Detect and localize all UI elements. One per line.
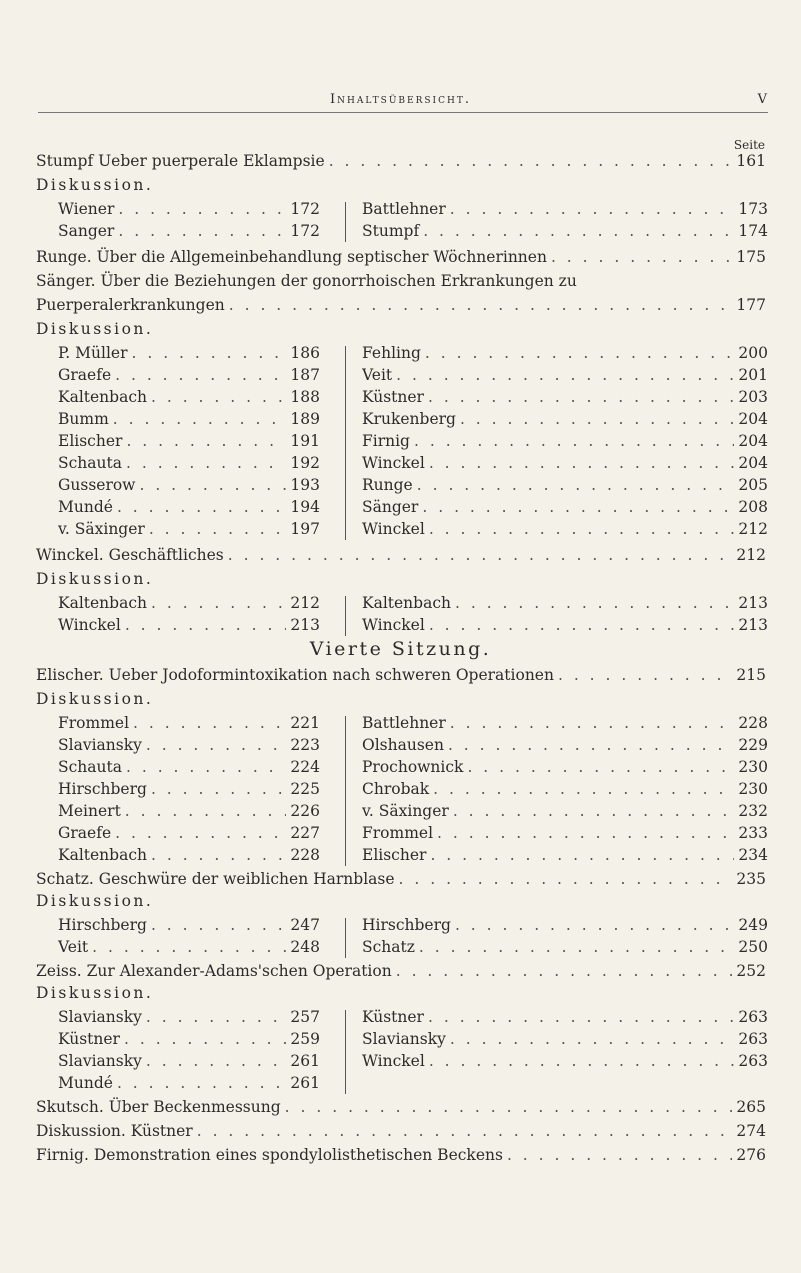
- running-header-title: Inhaltsübersicht.: [330, 92, 471, 107]
- page-ref: 249: [738, 916, 768, 934]
- leader-dots: [437, 822, 734, 844]
- discussion-entry: [362, 198, 768, 220]
- column-divider: [345, 596, 346, 636]
- speaker-name: v. Säxinger: [58, 520, 145, 538]
- leader-dots: [115, 822, 286, 844]
- page-ref: 250: [738, 938, 768, 956]
- leader-dots: [450, 198, 735, 220]
- page-ref: 204: [738, 410, 768, 428]
- speaker-name: Firnig: [362, 432, 410, 450]
- speaker-name: Slaviansky: [58, 1052, 142, 1070]
- leader-dots: [429, 614, 735, 636]
- discussion-entry: [362, 734, 768, 756]
- speaker-name: Gusserow: [58, 476, 136, 494]
- speaker-name: Winckel: [362, 454, 425, 472]
- discussion-entry: [58, 1006, 320, 1028]
- discussion-entry: [362, 936, 768, 958]
- discussion-entry: [58, 430, 320, 452]
- speaker-name: Küstner: [362, 388, 424, 406]
- leader-dots: [118, 198, 286, 220]
- page-ref: 193: [290, 476, 320, 494]
- page-ref: 213: [738, 616, 768, 634]
- page-ref: 234: [738, 846, 768, 864]
- leader-dots: [117, 496, 286, 518]
- page-ref: 173: [738, 200, 768, 218]
- leader-dots: [126, 430, 286, 452]
- speaker-name: Battlehner: [362, 200, 446, 218]
- discussion-entry: [362, 822, 768, 844]
- leader-dots: [430, 844, 734, 866]
- speaker-name: Hirschberg: [362, 916, 451, 934]
- page-ref: 227: [290, 824, 320, 842]
- leader-dots: [146, 1006, 287, 1028]
- speaker-name: Kaltenbach: [362, 594, 451, 612]
- page-ref: 187: [290, 366, 320, 384]
- page-ref: 233: [738, 824, 768, 842]
- discussion-entry: [362, 1028, 768, 1050]
- speaker-name: Slaviansky: [362, 1030, 446, 1048]
- discussion-entry: [362, 778, 768, 800]
- discussion-entry: [362, 342, 768, 364]
- discussion-entry: [362, 1006, 768, 1028]
- speaker-name: Graefe: [58, 824, 112, 842]
- leader-dots: [126, 452, 286, 474]
- leader-dots: [118, 220, 286, 242]
- speaker-name: Slaviansky: [58, 1008, 142, 1026]
- discussion-entry: [58, 822, 320, 844]
- page-ref: 189: [290, 410, 320, 428]
- discussion-entry: [58, 844, 320, 866]
- page-ref: 213: [290, 616, 320, 634]
- discussion-entry: [362, 1050, 768, 1072]
- toc-entry-line2: Puerperalerkrankungen . . . 177: [36, 294, 766, 316]
- speaker-name: Meinert: [58, 802, 121, 820]
- discussion-label: Diskussion.: [36, 570, 154, 588]
- page-ref: 248: [290, 938, 320, 956]
- discussion-entry: [362, 386, 768, 408]
- speaker-name: Wiener: [58, 200, 115, 218]
- leader-dots: [450, 712, 735, 734]
- speaker-name: Fehling: [362, 344, 421, 362]
- page-ref: 223: [290, 736, 320, 754]
- leader-dots: [149, 518, 287, 540]
- speaker-name: Runge: [362, 476, 413, 494]
- leader-dots: [428, 386, 734, 408]
- leader-dots: [126, 756, 286, 778]
- leader-dots: [460, 408, 734, 430]
- speaker-name: Winckel: [362, 520, 425, 538]
- discussion-label: Diskussion.: [36, 690, 154, 708]
- speaker-name: Mundé: [58, 1074, 113, 1092]
- page-ref: 192: [290, 454, 320, 472]
- discussion-entry: [58, 518, 320, 540]
- discussion-entry: [362, 712, 768, 734]
- column-divider: [345, 716, 346, 866]
- leader-dots: [133, 712, 286, 734]
- speaker-name: Mundé: [58, 498, 113, 516]
- discussion-entry: [362, 518, 768, 540]
- leader-dots: [448, 734, 734, 756]
- page-ref: 226: [290, 802, 320, 820]
- toc-entry: Schatz. Geschwüre der weiblichen Harnblase . . . 235: [36, 868, 766, 890]
- page-ref: 232: [738, 802, 768, 820]
- leader-dots: [115, 364, 286, 386]
- page-ref: 212: [738, 520, 768, 538]
- page-ref: 204: [738, 454, 768, 472]
- speaker-name: Veit: [58, 938, 89, 956]
- leader-dots: [423, 220, 734, 242]
- discussion-label: Diskussion.: [36, 320, 154, 338]
- discussion-label: Diskussion.: [36, 892, 154, 910]
- speaker-name: Frommel: [58, 714, 130, 732]
- page-ref: 230: [738, 780, 768, 798]
- discussion-entry: [58, 1072, 320, 1094]
- page-ref: 228: [738, 714, 768, 732]
- discussion-entry: [58, 914, 320, 936]
- toc-entry: Runge. Über die Allgemeinbehandlung septischer Wöchnerinnen . . . 175: [36, 246, 766, 268]
- leader-dots: [396, 364, 734, 386]
- leader-dots: [124, 1028, 286, 1050]
- discussion-entry: [362, 496, 768, 518]
- discussion-right-column: [362, 1006, 768, 1072]
- speaker-name: Hirschberg: [58, 780, 147, 798]
- discussion-entry: [58, 756, 320, 778]
- speaker-name: Schauta: [58, 454, 122, 472]
- discussion-left-column: [58, 712, 320, 866]
- discussion-entry: [362, 408, 768, 430]
- page-ref: 191: [290, 432, 320, 450]
- discussion-entry: [58, 712, 320, 734]
- header-rule: [38, 112, 768, 113]
- leader-dots: [455, 914, 734, 936]
- page-ref: 229: [738, 736, 768, 754]
- toc-entry: Winckel. Geschäftliches . . . 212: [36, 544, 766, 566]
- discussion-right-column: [362, 712, 768, 866]
- discussion-entry: [58, 936, 320, 958]
- speaker-name: Krukenberg: [362, 410, 456, 428]
- speaker-name: Veit: [362, 366, 393, 384]
- speaker-name: Elischer: [58, 432, 123, 450]
- leader-dots: [92, 936, 286, 958]
- speaker-name: v. Säxinger: [362, 802, 449, 820]
- speaker-name: Graefe: [58, 366, 112, 384]
- speaker-name: Kaltenbach: [58, 846, 147, 864]
- page-ref: 259: [290, 1030, 320, 1048]
- leader-dots: [433, 778, 734, 800]
- speaker-name: Kaltenbach: [58, 388, 147, 406]
- speaker-name: Battlehner: [362, 714, 446, 732]
- leader-dots: [151, 844, 286, 866]
- discussion-entry: [58, 592, 320, 614]
- discussion-right-column: [362, 198, 768, 242]
- discussion-label: Diskussion.: [36, 984, 154, 1002]
- discussion-entry: [362, 614, 768, 636]
- leader-dots: [132, 342, 287, 364]
- discussion-entry: [362, 452, 768, 474]
- leader-dots: [151, 914, 286, 936]
- toc-entry: Stumpf Ueber puerperale Eklampsie . . . 161: [36, 150, 766, 172]
- leader-dots: [419, 936, 734, 958]
- discussion-entry: [58, 800, 320, 822]
- discussion-entry: [58, 220, 320, 242]
- page-ref: 225: [290, 780, 320, 798]
- discussion-entry: [58, 474, 320, 496]
- discussion-label: Diskussion.: [36, 176, 154, 194]
- page-ref: 224: [290, 758, 320, 776]
- speaker-name: Prochownick: [362, 758, 464, 776]
- page-ref: 230: [738, 758, 768, 776]
- speaker-name: Olshausen: [362, 736, 444, 754]
- speaker-name: Küstner: [58, 1030, 120, 1048]
- page-ref: 188: [290, 388, 320, 406]
- page-ref: 200: [738, 344, 768, 362]
- discussion-entry: [58, 364, 320, 386]
- leader-dots: [450, 1028, 735, 1050]
- discussion-entry: [362, 756, 768, 778]
- page-ref: 263: [738, 1008, 768, 1026]
- discussion-entry: [58, 408, 320, 430]
- leader-dots: [125, 800, 287, 822]
- page-ref: 261: [290, 1052, 320, 1070]
- leader-dots: [429, 1050, 735, 1072]
- discussion-entry: [362, 474, 768, 496]
- page-ref: 212: [290, 594, 320, 612]
- discussion-entry: [58, 1028, 320, 1050]
- page-ref: 172: [290, 200, 320, 218]
- discussion-entry: [58, 198, 320, 220]
- page-ref: 228: [290, 846, 320, 864]
- speaker-name: Küstner: [362, 1008, 424, 1026]
- leader-dots: [113, 408, 287, 430]
- toc-entry-line1: Sänger. Über die Beziehungen der gonorrhoischen Erkrankungen zu: [36, 272, 577, 290]
- page-ref: 186: [290, 344, 320, 362]
- discussion-entry: [362, 220, 768, 242]
- discussion-left-column: [58, 914, 320, 958]
- speaker-name: Schauta: [58, 758, 122, 776]
- discussion-entry: [362, 914, 768, 936]
- page-ref: 221: [290, 714, 320, 732]
- discussion-left-column: [58, 342, 320, 540]
- leader-dots: [125, 614, 287, 636]
- leader-dots: [455, 592, 734, 614]
- page-ref: 213: [738, 594, 768, 612]
- leader-dots: [151, 592, 286, 614]
- page-ref: 194: [290, 498, 320, 516]
- toc-entry: Skutsch. Über Beckenmessung . . . 265: [36, 1096, 766, 1118]
- leader-dots: [151, 386, 286, 408]
- page-number: V: [757, 92, 767, 107]
- leader-dots: [151, 778, 286, 800]
- speaker-name: Frommel: [362, 824, 434, 842]
- discussion-entry: [58, 1050, 320, 1072]
- speaker-name: Winckel: [362, 1052, 425, 1070]
- leader-dots: [146, 1050, 287, 1072]
- leader-dots: [467, 756, 734, 778]
- page-ref: 174: [738, 222, 768, 240]
- discussion-left-column: [58, 1006, 320, 1094]
- page-ref: 208: [738, 498, 768, 516]
- speaker-name: Winckel: [58, 616, 121, 634]
- leader-dots: [414, 430, 734, 452]
- speaker-name: Stumpf: [362, 222, 420, 240]
- discussion-entry: [362, 844, 768, 866]
- speaker-name: Bumm: [58, 410, 109, 428]
- page-ref: 205: [738, 476, 768, 494]
- toc-entry: Firnig. Demonstration eines spondylolisthetischen Beckens . . . 276: [36, 1144, 766, 1166]
- column-divider: [345, 202, 346, 242]
- discussion-entry: [58, 734, 320, 756]
- leader-dots: [139, 474, 286, 496]
- discussion-entry: [58, 614, 320, 636]
- leader-dots: [146, 734, 287, 756]
- discussion-right-column: [362, 592, 768, 636]
- page-ref: 261: [290, 1074, 320, 1092]
- speaker-name: Kaltenbach: [58, 594, 147, 612]
- speaker-name: Sanger: [58, 222, 115, 240]
- speaker-name: Elischer: [362, 846, 427, 864]
- page-ref: 263: [738, 1030, 768, 1048]
- discussion-right-column: [362, 342, 768, 540]
- toc-entry: Zeiss. Zur Alexander-Adams'schen Operation . . . 252: [36, 960, 766, 982]
- page-ref: 203: [738, 388, 768, 406]
- page-ref: 201: [738, 366, 768, 384]
- speaker-name: Slaviansky: [58, 736, 142, 754]
- speaker-name: Chrobak: [362, 780, 430, 798]
- discussion-entry: [362, 430, 768, 452]
- column-divider: [345, 1010, 346, 1094]
- seite-label: Seite: [733, 138, 765, 152]
- page-ref: 197: [290, 520, 320, 538]
- page-ref: 257: [290, 1008, 320, 1026]
- column-divider: [345, 918, 346, 958]
- discussion-entry: [362, 364, 768, 386]
- page-ref: 204: [738, 432, 768, 450]
- page-ref: 247: [290, 916, 320, 934]
- session-heading: Vierte Sitzung.: [309, 638, 492, 660]
- page-ref: 263: [738, 1052, 768, 1070]
- leader-dots: [417, 474, 735, 496]
- discussion-entry: [362, 800, 768, 822]
- discussion-entry: [58, 342, 320, 364]
- leader-dots: [117, 1072, 286, 1094]
- discussion-entry: [58, 386, 320, 408]
- leader-dots: [425, 342, 735, 364]
- discussion-left-column: [58, 198, 320, 242]
- toc-entry: Elischer. Ueber Jodoformintoxikation nach schweren Operationen . . . 215: [36, 664, 766, 686]
- leader-dots: [428, 1006, 734, 1028]
- speaker-name: Hirschberg: [58, 916, 147, 934]
- leader-dots: [422, 496, 734, 518]
- toc-entry: Diskussion. Küstner . . . 274: [36, 1120, 766, 1142]
- leader-dots: [453, 800, 735, 822]
- discussion-entry: [58, 496, 320, 518]
- discussion-left-column: [58, 592, 320, 636]
- discussion-right-column: [362, 914, 768, 958]
- speaker-name: Sänger: [362, 498, 419, 516]
- discussion-entry: [362, 592, 768, 614]
- discussion-entry: [58, 452, 320, 474]
- column-divider: [345, 346, 346, 540]
- discussion-entry: [58, 778, 320, 800]
- page-ref: 172: [290, 222, 320, 240]
- speaker-name: Schatz: [362, 938, 415, 956]
- speaker-name: P. Müller: [58, 344, 128, 362]
- leader-dots: [429, 518, 735, 540]
- leader-dots: [429, 452, 735, 474]
- speaker-name: Winckel: [362, 616, 425, 634]
